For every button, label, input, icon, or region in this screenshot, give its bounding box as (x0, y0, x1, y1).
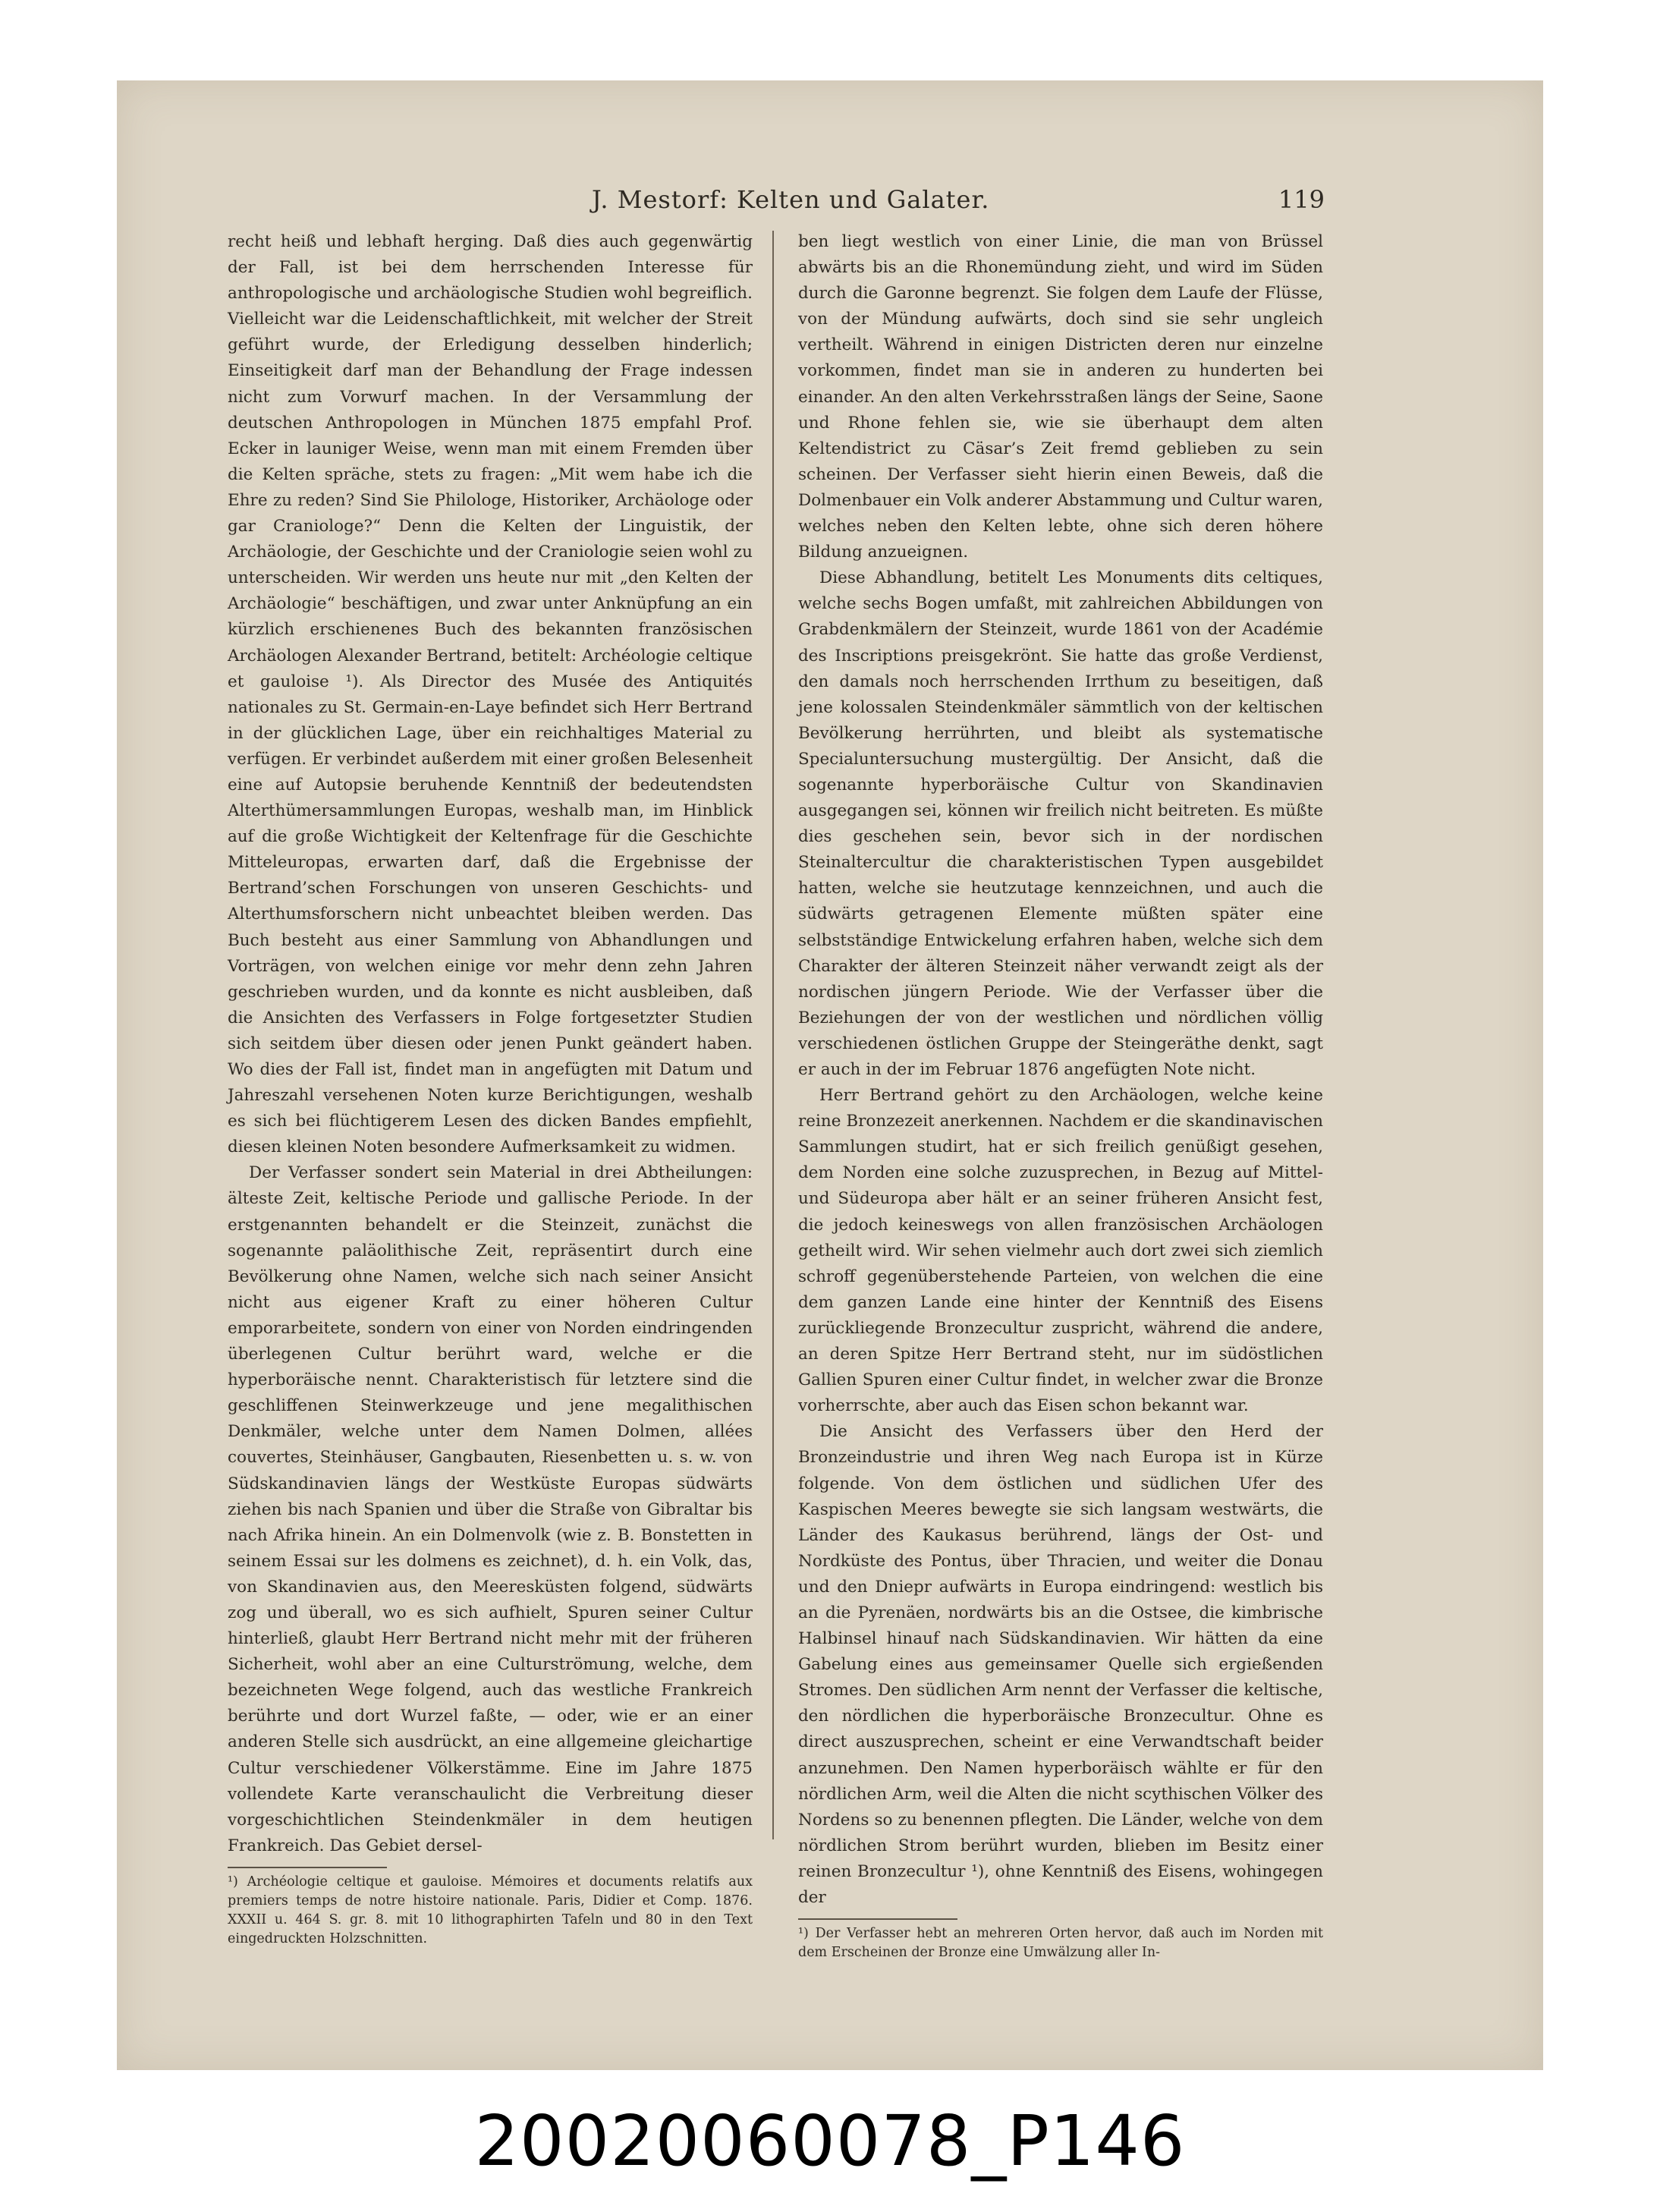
page-number: 119 (1278, 185, 1325, 214)
paragraph: Diese Abhandlung, betitelt Les Monuments dits celtiques, welche sechs Bogen umfaßt, mit zahlreichen Abbildungen von Grabdenkmälern der Steinzeit, wurde 1861 von der Académie des Inscriptions preisgekrönt. Sie hatte das große Verdienst, den damals noch herrschenden Irrthum zu beseitigen, daß jene kolossalen Steindenkmäler sämmtlich von der keltischen Bevölkerung herrührten, und bleibt als systematische Specialuntersuchung mustergültig. Der Ansicht, daß die sogenannte hyperboräische Cultur von Skandinavien ausgegangen sei, können wir freilich nicht beitreten. Es müßte dies geschehen sein, bevor sich in der nordischen Steinaltercultur die charakteristischen Typen ausgebildet hatten, welche sie heutzutage kennzeichnen, und auch die südwärts getragenen Elemente müßten später eine selbstständige Entwickelung erfahren haben, welche sich dem Charakter der älteren Steinzeit näher verwandt zeigt als der nordischen jüngern Periode. Wie der Verfasser über die Beziehungen der von der westlichen und nördlichen völlig verschiedenen östlichen Gruppe der Steingeräthe denkt, sagt er auch in der im Februar 1876 angefügten Note nicht. (798, 568, 1323, 1079)
paragraph: ben liegt westlich von einer Linie, die man von Brüssel abwärts bis an die Rhonemündung zieht, und wird im Süden durch die Garonne begrenzt. Sie folgen dem Laufe der Flüsse, von der Mündung aufwärts, doch sind sie sehr ungleich vertheilt. Während in einigen Districten deren nur einzelne vorkommen, findet man sie in anderen zu hunderten bei einander. An den alten Verkehrsstraßen längs der Seine, Saone und Rhone fehlen sie, wie sie überhaupt dem alten Keltendistrict zu Cäsar’s Zeit fremd geblieben zu sein scheinen. Der Verfasser sieht hierin einen Beweis, daß die Dolmenbauer ein Volk anderer Abstammung und Cultur waren, welches neben den Kelten lebte, ohne sich deren höhere Bildung anzueignen. (798, 232, 1323, 562)
footnote-divider (798, 1918, 957, 1920)
footnote: ¹) Der Verfasser hebt an mehreren Orten hervor, daß auch im Norden mit dem Erscheinen der Bronze eine Umwälzung aller In- (798, 1926, 1323, 1961)
right-column (798, 229, 1323, 1962)
paragraph: recht heiß und lebhaft herging. Daß dies auch gegenwärtig der Fall, ist bei dem herrschenden Interesse für anthropologische und archäologische Studien wohl begreiflich. Vielleicht war die Leidenschaftlichkeit, mit welcher der Streit geführt wurde, der Erledigung desselben hinderlich; Einseitigkeit darf man der Behandlung der Frage indessen nicht zum Vorwurf machen. In der Versammlung der deutschen Anthropologen in München 1875 empfahl Prof. Ecker in launiger Weise, wenn man mit einem Fremden über die Kelten spräche, stets zu fragen: „Mit wem habe ich die Ehre zu reden? Sind Sie Philologe, Historiker, Archäologe oder gar Craniologe?“ Denn die Kelten der Linguistik, der Archäologie, der Geschichte und der Craniologie seien wohl zu unterscheiden. Wir werden uns heute nur mit „den Kelten der Archäologie“ beschäftigen, und zwar unter Anknüpfung an ein kürzlich erschienenes Buch des bekannten französischen Archäologen Alexander Bertrand, betitelt: Archéologie celtique et gauloise ¹). Als Director des Musée des Antiquités nationales zu St. Germain-en-Laye befindet sich Herr Bertrand in der glücklichen Lage, über ein reichhaltiges Material zu verfügen. Er verbindet außerdem mit einer großen Belesenheit eine auf Autopsie beruhende Kenntniß der bedeutendsten Alterthümersammlungen Europas, weshalb man, im Hinblick auf die große Wichtigkeit der Keltenfrage für die Geschichte Mitteleuropas, erwarten darf, daß die Ergebnisse der Bertrand’schen Forschungen von unseren Geschichts- und Alterthumsforschern nicht unbeachtet bleiben werden. Das Buch besteht aus einer Sammlung von Abhandlungen und Vorträgen, von welchen einige vor mehr denn zehn Jahren geschrieben wurden, und da konnte es nicht ausbleiben, daß die Ansichten des Verfassers in Folge fortgesetzter Studien sich seitdem über diesen oder jenen Punkt geändert haben. Wo dies der Fall ist, findet man in angefügten mit Datum und Jahreszahl versehenen Noten kurze Berichtigungen, weshalb es sich bei flüchtigerem Lesen des dicken Bandes empfiehlt, diesen kleinen Noten besondere Aufmerksamkeit zu widmen. (228, 232, 753, 1157)
running-head (228, 179, 1325, 222)
paragraph: Die Ansicht des Verfassers über den Herd der Bronzeindustrie und ihren Weg nach Europa ist in Kürze folgende. Von dem östlichen und südlichen Ufer des Kaspischen Meeres bewegte sie sich langsam westwärts, die Länder des Kaukasus berührend, längs der Ost- und Nordküste des Pontus, über Thracien, und weiter die Donau und den Dniepr aufwärts in Europa eindringend: westlich bis an die Pyrenäen, nordwärts bis an die Ostsee, die kimbrische Halbinsel hinauf nach Südskandinavien. Wir hätten da eine Gabelung eines aus gemeinsamer Quelle sich ergießenden Stromes. Den südlichen Arm nennt der Verfasser die keltische, den nördlichen die hyperboräische Bronzecultur. Ohne es direct auszusprechen, scheint er eine Verwandtschaft beider anzunehmen. Den Namen hyperboräisch wählte er für den nördlichen Arm, weil die Alten die nicht scythischen Völker des Nordens so zu benennen pflegten. Die Länder, welche von dem nördlichen Strom berührt wurden, blieben im Besitz einer reinen Bronzecultur ¹), ohne Kenntniß des Eisens, wohingegen der (798, 1422, 1323, 1907)
book-page (228, 179, 1325, 1961)
catalog-id-caption: 20020060078_P146 (474, 2100, 1186, 2182)
column-divider (772, 231, 774, 1839)
paragraph: Herr Bertrand gehört zu den Archäologen, welche keine reine Bronzezeit anerkennen. Nachdem er die skandinavischen Sammlungen studirt, hat er sich freilich genüßigt gesehen, dem Norden eine solche zuzusprechen, in Bezug auf Mittel- und Südeuropa aber hält er an seiner früheren Ansicht fest, die jedoch keineswegs von allen französischen Archäologen getheilt wird. Wir sehen vielmehr auch dort zwei sich ziemlich schroff gegenüberstehende Parteien, von welchen die eine dem ganzen Lande eine hinter der Kenntniß des Eisens zurückliegende Bronzecultur zuspricht, während die andere, an deren Spitze Herr Bertrand steht, nur im südöstlichen Gallien Spuren einer Cultur findet, in welcher zwar die Bronze vorherrschte, aber auch das Eisen schon bekannt war. (798, 1086, 1323, 1416)
left-column (228, 229, 753, 1949)
footnote: ¹) Archéologie celtique et gauloise. Mémoires et documents relatifs aux premiers temps de notre histoire nationale. Paris, Didier et Comp. 1876. XXXII u. 464 S. gr. 8. mit 10 lithographirten Tafeln und 80 in den Text eingedruckten Holzschnitten. (228, 1874, 753, 1946)
paragraph: Der Verfasser sondert sein Material in drei Abtheilungen: älteste Zeit, keltische Periode und gallische Periode. In der erstgenannten behandelt er die Steinzeit, zunächst die sogenannte paläolithische Zeit, repräsentirt durch eine Bevölkerung ohne Namen, welche sich nach seiner Ansicht nicht aus eigener Kraft zu einer höheren Cultur emporarbeitete, sondern von einer von Norden eindringenden überlegenen Cultur berührt ward, welche er die hyperboräische nennt. Charakteristisch für letztere sind die geschliffenen Steinwerkzeuge und jene megalithischen Denkmäler, welche unter dem Namen Dolmen, allées couvertes, Steinhäuser, Gangbauten, Riesenbetten u. s. w. von Südskandinavien längs der Westküste Europas südwärts ziehen bis nach Spanien und über die Straße von Gibraltar bis nach Afrika hinein. An ein Dolmenvolk (wie z. B. Bonstetten in seinem Essai sur les dolmens es zeichnet), d. h. ein Volk, das, von Skandinavien aus, den Meeresküsten folgend, südwärts zog und überall, wo es sich aufhielt, Spuren seiner Cultur hinterließ, glaubt Herr Bertrand nicht mehr mit der früheren Sicherheit, wohl aber an eine Culturströmung, welche, dem bezeichneten Wege folgend, auch das westliche Frankreich berührte und dort Wurzel faßte, — oder, wie er an einer anderen Stelle sich ausdrückt, an eine allgemeine gleichartige Cultur verschiedener Völkerstämme. Eine im Jahre 1875 vollendete Karte veranschaulicht die Verbreitung dieser vorgeschichtlichen Steindenkmäler in dem heutigen Frankreich. Das Gebiet dersel- (228, 1163, 753, 1855)
running-head-title: J. Mestorf: Kelten und Galater. (592, 185, 990, 214)
footnote-divider (228, 1867, 387, 1868)
